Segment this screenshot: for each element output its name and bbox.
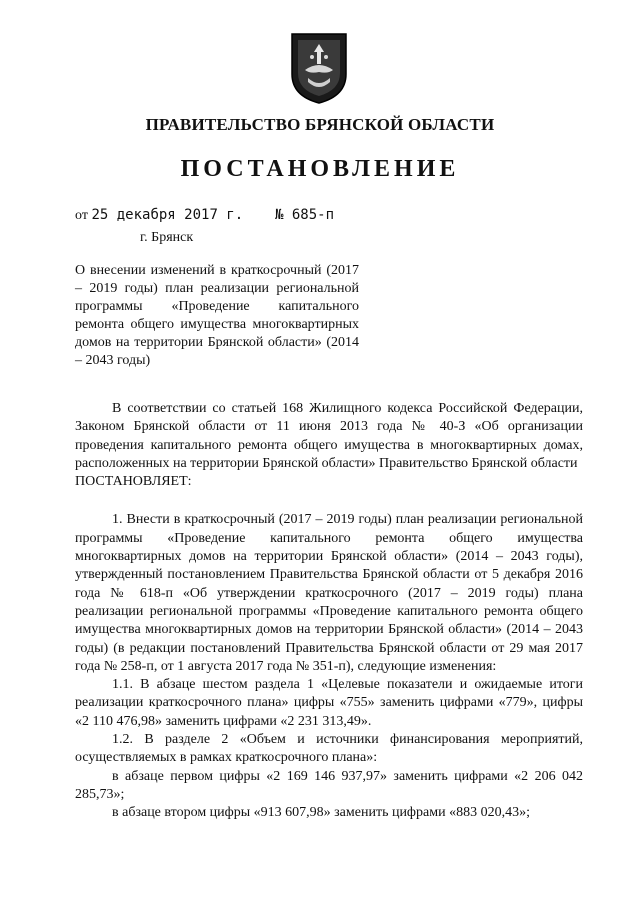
- preamble-paragraph: В соответствии со статьей 168 Жилищного кодекса Российской Федерации, Законом Брянской области от 11 июня 2013 года № 40-З «Об организации проведения капитального ремонта общего имущества в многоквартирных домах, расположенных на территории Брянской области» Правительство Брянской области: [75, 401, 583, 471]
- document-dateline: [75, 207, 335, 224]
- document-body: [75, 400, 583, 823]
- resolves-heading: ПОСТАНОВЛЯЕТ:: [75, 474, 192, 490]
- document-subject: О внесении изменений в краткосрочный (2017 – 2019 годы) план реализации региональной программы «Проведение капитального ремонта общего имущества многоквартирных домов на территории Брянской области» (2014 – 2043 годы): [75, 263, 359, 368]
- item-1-2-paragraph: 1.2. В разделе 2 «Объем и источники финансирования мероприятий, осуществляемых в рамках краткосрочного плана»:: [75, 732, 583, 766]
- date-prefix: от: [75, 208, 88, 223]
- paragraph-first-change: в абзаце первом цифры «2 169 146 937,97» заменить цифрами «2 206 042 285,73»;: [75, 768, 583, 802]
- item-1-1-paragraph: 1.1. В абзаце шестом раздела 1 «Целевые показатели и ожидаемые итоги реализации краткосрочного плана» цифры «755» заменить цифрами «779», цифры «2 110 476,98» заменить цифрами «2 231 313,49».: [75, 677, 583, 729]
- document-type-title: ПОСТАНОВЛЕНИЕ: [180, 156, 460, 182]
- item-1-paragraph: 1. Внести в краткосрочный (2017 – 2019 годы) план реализации региональной программы «Проведение капитального ремонта общего имущества многоквартирных домов на территории Брянской области» (2014 – 2043 годы), утвержденный постановлением Правительства Брянской области от 5 декабря 2016 года № 618-п «Об утверждении краткосрочного (2017 – 2019 годы) плана реализации региональной программы «Проведение капитального ремонта общего имущества многоквартирных домов на территории Брянской области» (2014 – 2043 годы) (в редакции постановлений Правительства Брянской области от 29 мая 2017 года № 258-п, от 1 августа 2017 года № 351-п), следующие изменения:: [75, 512, 583, 674]
- document-number: № 685-п: [275, 207, 335, 223]
- coat-of-arms-emblem: [288, 30, 350, 106]
- document-date: 25 декабря 2017 г.: [91, 207, 244, 223]
- document-city: г. Брянск: [140, 230, 194, 245]
- organization-title: ПРАВИТЕЛЬСТВО БРЯНСКОЙ ОБЛАСТИ: [145, 115, 495, 134]
- paragraph-second-change: в абзаце втором цифры «913 607,98» заменить цифрами «883 020,43»;: [112, 805, 530, 821]
